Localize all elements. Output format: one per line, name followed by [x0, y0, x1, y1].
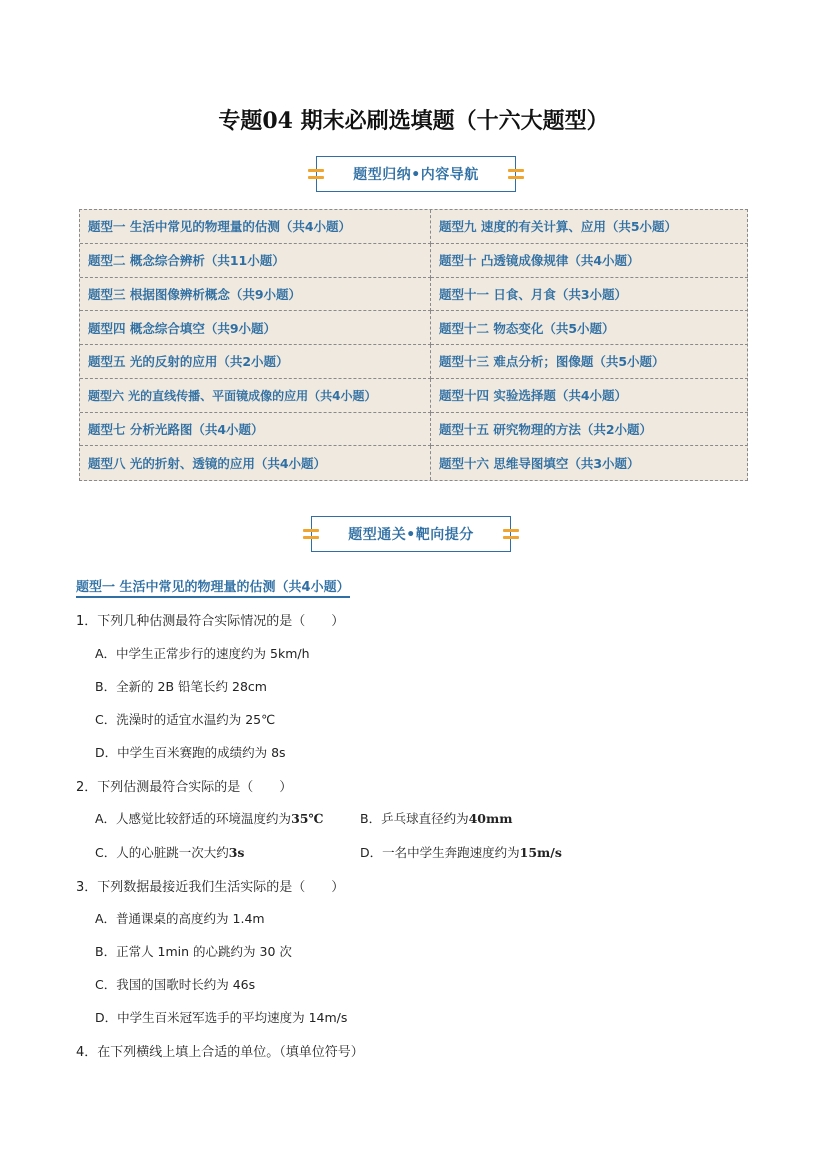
option-value: 40mm [468, 811, 513, 826]
option-b: B．全新的 2B 铅笔长约 28cm [95, 679, 267, 694]
question-stem: 2．下列估测最符合实际的是（ ） [76, 780, 293, 795]
toc-item[interactable]: 题型三 根据图像辨析概念（共9小题） [80, 278, 431, 312]
option-c [95, 843, 244, 861]
option-text: A．人感觉比较舒适的环境温度约为 [95, 811, 292, 826]
option-d: D．中学生百米赛跑的成绩约为 8s [95, 745, 286, 760]
option-b [360, 809, 512, 827]
option-text: C．人的心脏跳一次大约 [95, 845, 229, 860]
option-value: 35℃ [291, 811, 324, 826]
option-c: C．我国的国歌时长约为 46s [95, 977, 256, 992]
toc-item[interactable]: 题型四 概念综合填空（共9小题） [80, 311, 431, 345]
option-a: A．普通课桌的高度约为 1.4m [95, 911, 265, 926]
toc-banner-text: 题型归纳•内容导航 [353, 167, 479, 183]
option-text: D．一名中学生奔跑速度约为 [360, 845, 520, 860]
toc-item[interactable]: 题型十一 日食、月食（共3小题） [431, 278, 748, 312]
toc-item[interactable]: 题型五 光的反射的应用（共2小题） [80, 345, 431, 379]
option-d [360, 843, 562, 861]
toc-item[interactable]: 题型十三 难点分析；图像题（共5小题） [431, 345, 748, 379]
question-stem: 3．下列数据最接近我们生活实际的是（ ） [76, 880, 345, 895]
question-stem: 1．下列几种估测最符合实际情况的是（ ） [76, 614, 345, 629]
practice-banner-text: 题型通关•靶向提分 [348, 527, 474, 543]
option-d: D．中学生百米冠军选手的平均速度为 14m/s [95, 1010, 348, 1025]
toc-item[interactable]: 题型十六 思维导图填空（共3小题） [439, 456, 640, 472]
practice-banner [311, 516, 511, 552]
option-a: A．中学生正常步行的速度约为 5km/h [95, 646, 310, 661]
toc-table [79, 209, 748, 481]
toc-item[interactable]: 题型二 概念综合辨析（共11小题） [80, 244, 431, 278]
toc-item[interactable]: 题型八 光的折射、透镜的应用（共4小题） [80, 446, 431, 480]
toc-item[interactable]: 题型十五 研究物理的方法（共2小题） [431, 413, 748, 447]
option-text: B．乒乓球直径约为 [360, 811, 469, 826]
section-heading: 题型一 生活中常见的物理量的估测（共4小题） [76, 576, 350, 598]
page-title: 专题04 期末必刷选填题（十六大题型） [218, 108, 609, 134]
banner-decoration-icon [503, 527, 519, 541]
toc-item[interactable]: 题型十 凸透镜成像规律（共4小题） [431, 244, 748, 278]
banner-decoration-icon [308, 167, 324, 181]
banner-decoration-icon [508, 167, 524, 181]
banner-decoration-icon [303, 527, 319, 541]
option-value: 15m/s [519, 845, 562, 860]
toc-item[interactable]: 题型九 速度的有关计算、应用（共5小题） [431, 210, 748, 244]
option-b: B．正常人 1min 的心跳约为 30 次 [95, 944, 292, 959]
question-stem: 4．在下列横线上填上合适的单位。（填单位符号） [76, 1045, 364, 1060]
toc-item[interactable]: 题型六 光的直线传播、平面镜成像的应用（共4小题） [80, 379, 431, 413]
toc-item[interactable]: 题型一 生活中常见的物理量的估测（共4小题） [80, 210, 431, 244]
option-c: C．洗澡时的适宜水温约为 25℃ [95, 712, 276, 727]
toc-item[interactable]: 题型十四 实验选择题（共4小题） [431, 379, 748, 413]
option-value: 3s [228, 845, 245, 860]
toc-item[interactable]: 题型十二 物态变化（共5小题） [431, 311, 748, 345]
option-a [95, 809, 323, 827]
toc-banner [316, 156, 516, 192]
toc-item[interactable]: 题型七 分析光路图（共4小题） [80, 413, 431, 447]
